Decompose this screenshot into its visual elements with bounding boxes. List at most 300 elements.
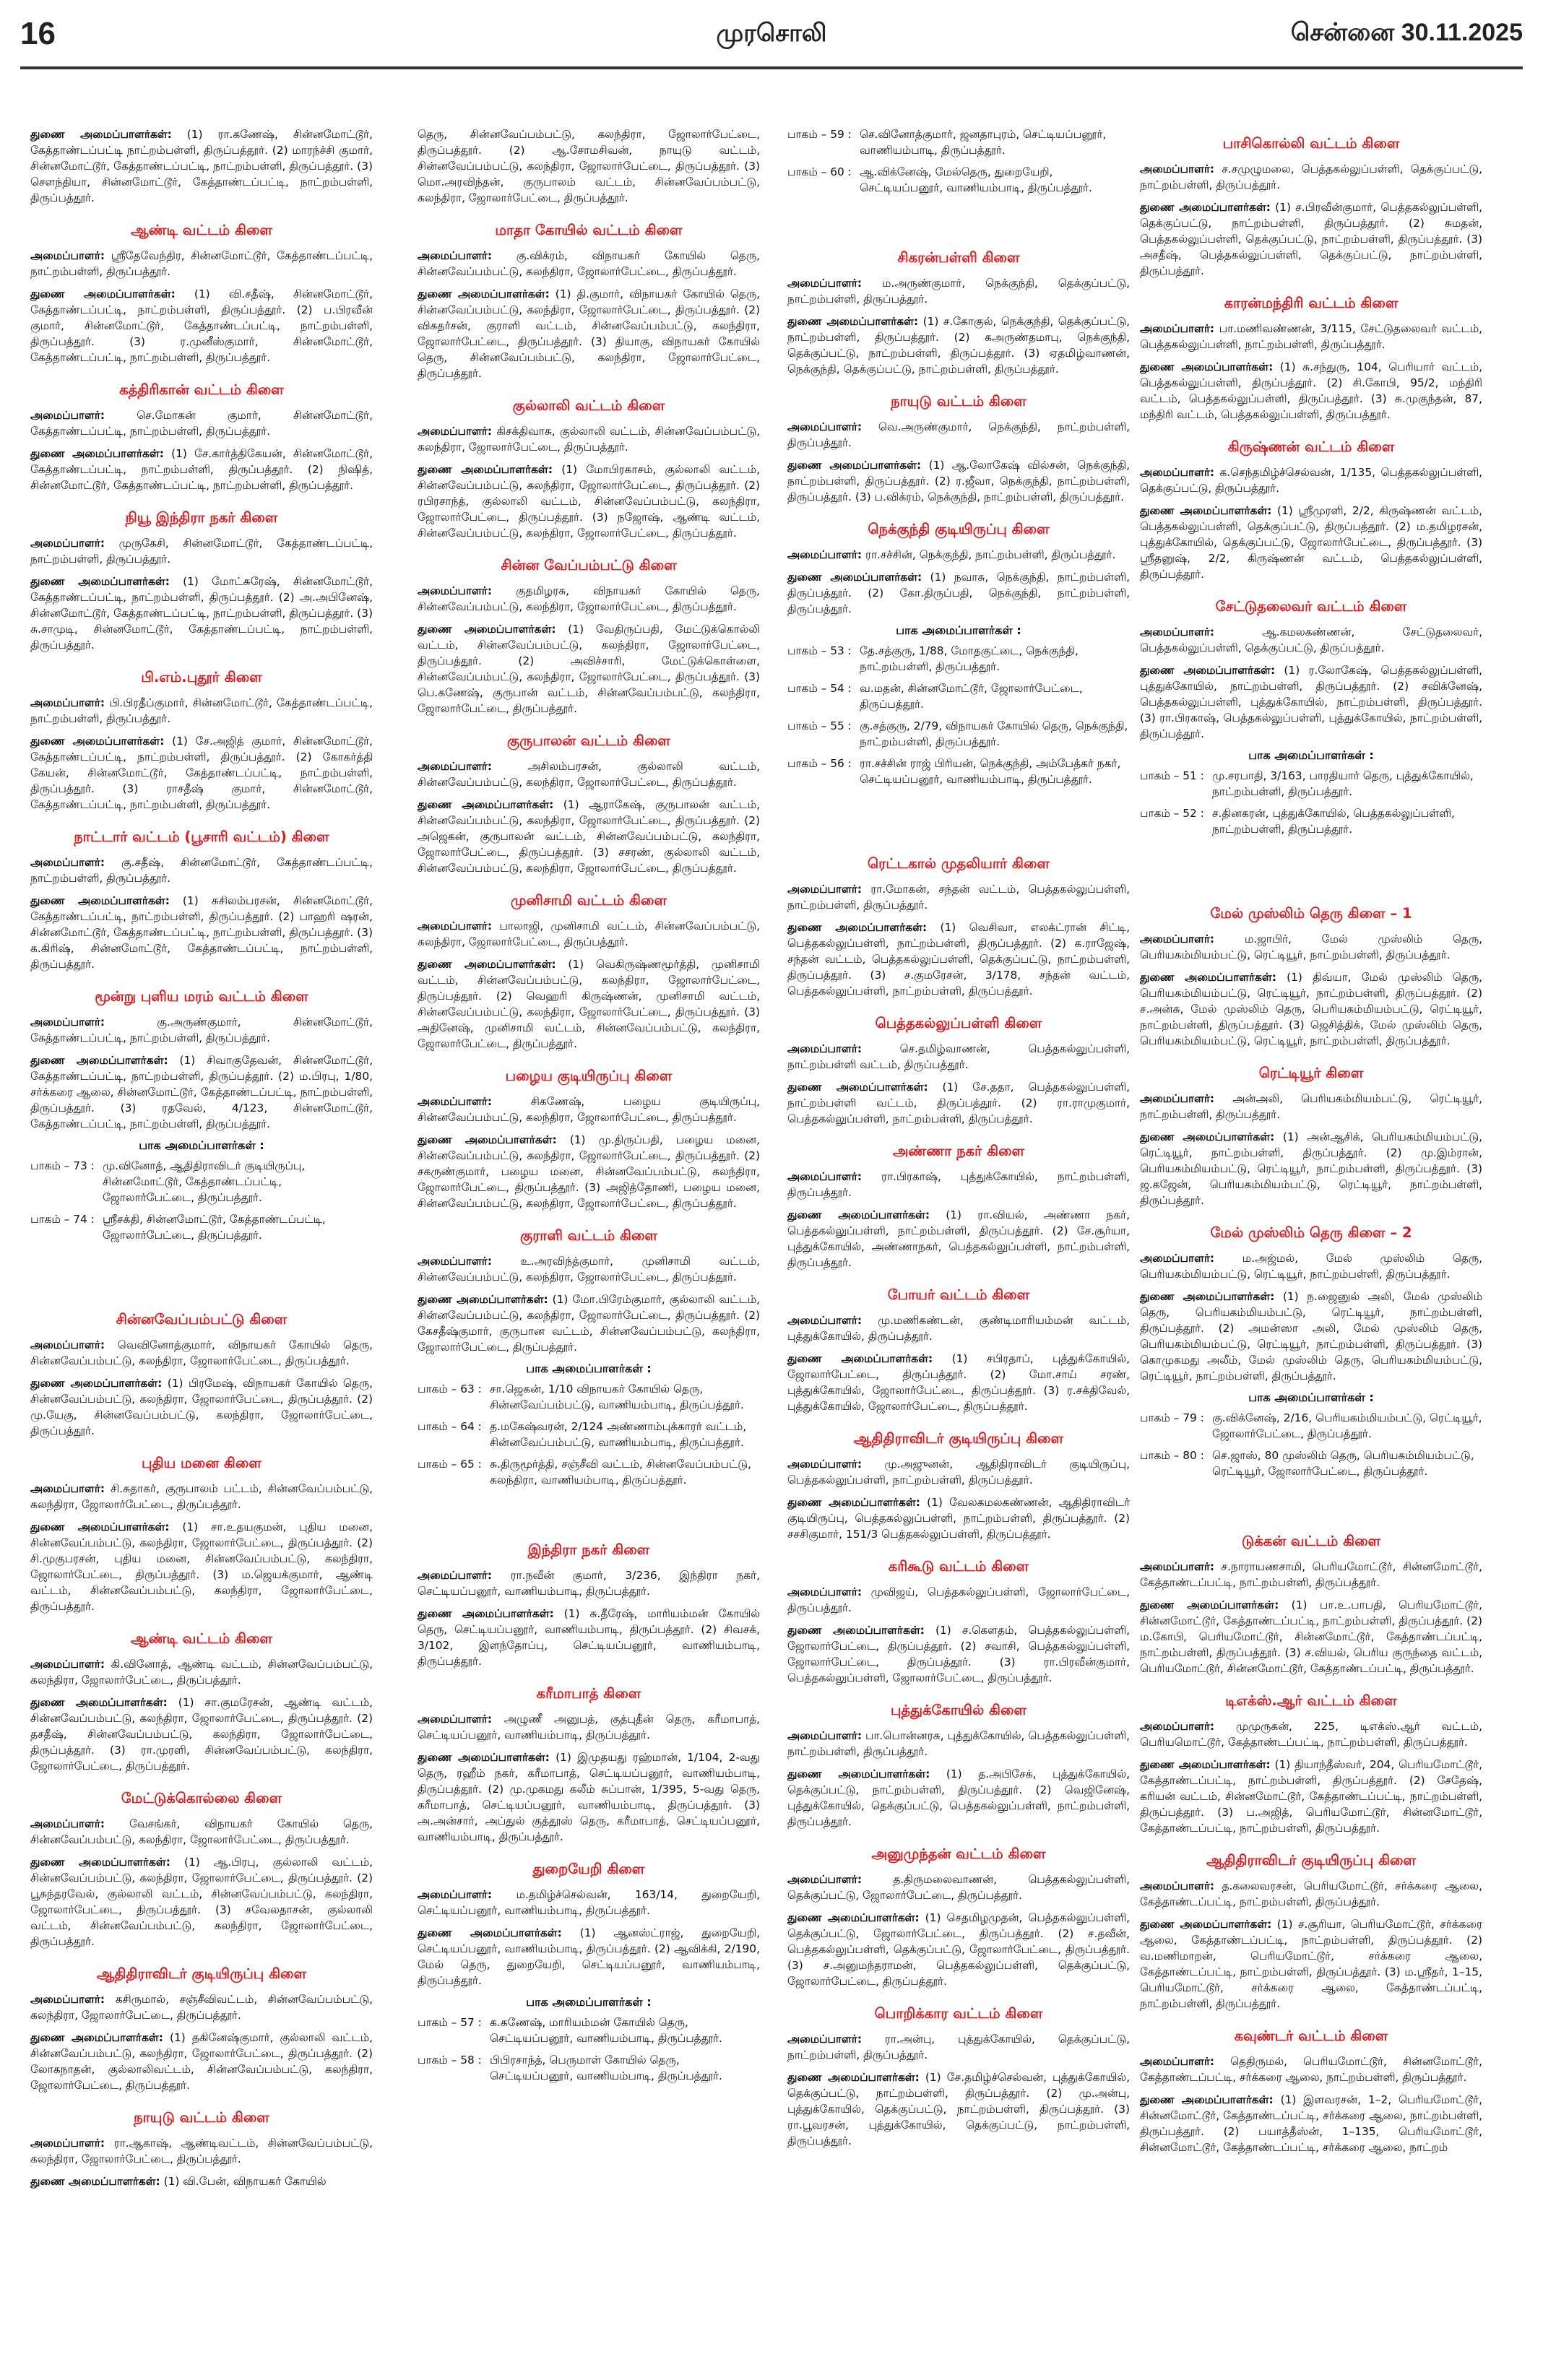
column-2 xyxy=(418,126,760,2358)
branch-section xyxy=(787,1430,1130,1542)
label: துணை அமைப்பாளர்கள்: xyxy=(418,287,550,300)
branch-heading: குருபாலன் வட்டம் கிளை xyxy=(506,732,671,749)
deputies-paragraph xyxy=(30,2030,373,2093)
label: துணை அமைப்பாளர்கள்: xyxy=(418,1293,548,1306)
label: அமைப்பாளர்: xyxy=(1140,2055,1215,2068)
organizer-paragraph xyxy=(787,1041,1130,1073)
ward-row xyxy=(1140,1410,1482,1442)
organizer-text: ரா.மோகன், சந்தன் வட்டம், பெத்தகல்லுப்பள்ளி, நாட்றம்பள்ளி, திருப்பத்தூர். xyxy=(787,883,1130,912)
deputies-paragraph xyxy=(418,621,760,717)
ward-text: ச.தினகரன், புத்துக்கோயில், பெத்தகல்லுப்பள்ளி, நாட்றம்பள்ளி, திருப்பத்தூர். xyxy=(1212,807,1455,836)
deputies-text: (1) வேலகமலகண்ணன், ஆதிதிராவிடர் குடியிருப்பு, பெத்தகல்லுப்பள்ளி, நாட்றம்பள்ளி, திருப்பத்தூர். (2) சசசிகுமார், 151/3 பெத்தகல்லுப்பள்ளி, திருப்பத்தூர். xyxy=(787,1496,1130,1541)
branch-section xyxy=(30,1630,373,1774)
deputies-text: (1) வி.பேன், விநாயகர் கோயில் xyxy=(163,2175,327,2188)
organizer-paragraph xyxy=(30,1481,373,1513)
organizer-text: பி.பிரதீப்குமார், சின்னமோட்டூர், கேத்தாண்டப்பட்டி, நாட்றம்பள்ளி, திருப்பத்தூர். xyxy=(30,696,373,725)
branch-section xyxy=(787,249,1130,377)
deputies-text: (1) மோட்சுரேஷ், சின்னமோட்டூர், கேத்தாண்டப்பட்டி, நாட்றம்பள்ளி, திருப்பத்தூர். (2) அ.அபினேஷ், சின்னமோட்டூர், கேத்தாண்டப்பட்டி, நாட்றம்பள்ளி, திருப்பத்தூர். (3) சு.சாமுடி, சின்னமோட்டூர், கேத்தாண்டப்பட்டி, நாட்றம்பள்ளி, திருப்பத்தூர். xyxy=(30,575,373,652)
branch-section xyxy=(418,397,760,541)
label: துணை அமைப்பாளர்கள்: xyxy=(30,2175,160,2188)
branch-heading: இந்திரா நகர் கிளை xyxy=(527,1541,650,1558)
label: அமைப்பாளர்: xyxy=(418,1255,493,1268)
organizer-paragraph xyxy=(418,1887,760,1918)
branch-heading: டிஎக்ஸ்.ஆர் வட்டம் கிளை xyxy=(1225,1692,1397,1709)
branch-heading: பாசிகொல்லி வட்டம் கிளை xyxy=(1222,135,1400,152)
branch-heading: ஆதிதிராவிடர் குடியிருப்பு கிளை xyxy=(1206,1852,1417,1869)
deputies-text: (1) ச.கோகுல், நெக்குந்தி, தெக்குப்பட்டு, நாட்றம்பள்ளி, திருப்பத்தூர். (2) கஅருண்தமாபு, நெக்குந்தி, தெக்குப்பட்டு, நாட்றம்பள்ளி, திருப்பத்தூர். (3) ஏதமிழ்வாணன், நெக்குந்தி, தெக்குப்பட்டு, நாட்றம்பள்ளி, திருப்பத்தூர். xyxy=(787,315,1130,376)
branch-section xyxy=(30,828,373,972)
ward-number: பாகம் – 58 : xyxy=(418,2054,482,2067)
deputies-paragraph xyxy=(1140,1597,1482,1676)
organizer-paragraph xyxy=(418,423,760,455)
ward-number: பாகம் – 63 : xyxy=(418,1382,482,1395)
ward-organizers-heading: பாக அமைப்பாளர்கள் : xyxy=(1248,748,1374,762)
label: அமைப்பாளர்: xyxy=(418,1569,493,1582)
label: துணை அமைப்பாளர்கள்: xyxy=(1140,201,1271,214)
newspaper-name: முரசொலி xyxy=(716,19,827,48)
label: துணை அமைப்பாளர்கள்: xyxy=(30,575,170,588)
label: அமைப்பாளர்: xyxy=(1140,163,1215,176)
label: துணை அமைப்பாளர்கள்: xyxy=(1140,360,1274,373)
organizer-text: அழுணீ அனுபத், குத்புதீன் தெரு, கரீமாபாத், செட்டியப்பனூர், வாணியம்பாடி, திருப்பத்தூர். xyxy=(418,1713,760,1741)
label: துணை அமைப்பாளர்கள்: xyxy=(30,128,172,141)
ward-text: சா.ஜெகன், 1/10 விநாயகர் கோயில் தெரு, சின்னவேப்பம்பட்டு, வாணியம்பாடி, திருப்பத்தூர். xyxy=(490,1382,744,1411)
label: துணை அமைப்பாளர்கள்: xyxy=(1140,1290,1275,1303)
organizer-paragraph xyxy=(418,1711,760,1743)
branch-heading: கிருஷ்ணன் வட்டம் கிளை xyxy=(1227,438,1395,455)
branch-heading: கவுண்டர் வட்டம் கிளை xyxy=(1234,2028,1388,2044)
deputies-paragraph xyxy=(418,1132,760,1211)
deputies-text: (1) வேதிருப்பதி, மேட்டுக்கொல்லி வட்டம், சின்னவேப்பம்பட்டு, கலந்திரா, ஜோலார்பேட்டை, திருப்பத்தூர். (2) அவிச்சாரி, மேட்டுக்கொள்ளை, சின்னவேப்பம்பட்டு, கலந்திரா, ஜோலார்பேட்டை, திருப்பத்தூர். (3) பெ.கணேஷ், குருபான் வட்டம், சின்னவேப்பம்பட்டு, கலந்திரா, ஜோலார்பேட்டை, திருப்பத்தூர். xyxy=(418,623,760,715)
branch-section xyxy=(1140,135,1482,279)
label: அமைப்பாளர்: xyxy=(787,1458,863,1471)
deputies-text: (1) சுசிலம்பரசன், சின்னமோட்டூர், கேத்தாண்டப்பட்டி, நாட்றம்பள்ளி, திருப்பத்தூர். (2) பாஹரி ஷரன், சின்னமோட்டூர், கேத்தாண்டப்பட்டி, நாட்றம்பள்ளி, திருப்பத்தூர். (3) க.கிரிஷ், சின்னமோட்டூர், கேத்தாண்டப்பட்டி, நாட்றம்பள்ளி, திருப்பத்தூர். xyxy=(30,894,373,971)
branch-section xyxy=(787,855,1130,999)
deputies-text: (1) இளவரசன், 1–2, பெரியமோட்டூர், சின்னமோட்டூர், கேத்தாண்டப்பட்டி, சர்க்கரை ஆலை, நாட்றம்பள்ளி, திருப்பத்தூர். (2) பயாத்தீஸ்ன், 1–135, பெரியமோட்டூர், சின்னமோட்டூர், கேத்தாண்டப்பட்டி, சர்க்கரை ஆலை, நாட்றம் xyxy=(1140,2093,1482,2154)
organizer-text: மு.மணிகண்டன், குண்டிமாரியம்மன் வட்டம், புத்துக்கோயில், திருப்பத்தூர். xyxy=(787,1314,1130,1343)
deputies-text: (1) மோபிரகாசம், குல்லாலி வட்டம், சின்னவேப்பம்பட்டு, கலந்திரா, ஜோலார்பேட்டை, திருப்பத்தூர். (2) ரபிரசாந்த், குல்லாலி வட்டம், சின்னவேப்பம்பட்டு, கலந்திரா, ஜோலார்பேட்டை, திருப்பத்தூர். (3) நஜோஷ், ஆண்டி வட்டம், சின்னவேப்பம்பட்டு, கலந்திரா, ஜோலார்பேட்டை, திருப்பத்தூர். xyxy=(418,463,760,540)
ward-number: பாகம் – 74 : xyxy=(30,1213,95,1226)
ward-organizers-heading: பாக அமைப்பாளர்கள் : xyxy=(526,1995,652,2009)
deputies-paragraph xyxy=(787,1207,1130,1271)
deputies-paragraph xyxy=(787,1622,1130,1686)
branch-heading: சிகரன்பள்ளி கிளை xyxy=(897,249,1020,266)
deputies-paragraph xyxy=(30,446,373,493)
deputies-paragraph xyxy=(1140,969,1482,1049)
label: துணை அமைப்பாளர்கள்: xyxy=(418,1751,550,1764)
organizer-text: பாலாஜி, முனிசாமி வட்டம், சின்னவேப்பம்பட்டு, கலந்திரா, ஜோலார்பேட்டை, திருப்பத்தூர். xyxy=(418,919,760,948)
deputies-paragraph xyxy=(30,1052,373,1132)
label: துணை அமைப்பாளர்கள்: xyxy=(30,2031,163,2044)
label: துணை அமைப்பாளர்கள்: xyxy=(1140,1130,1275,1143)
organizer-paragraph xyxy=(787,1456,1130,1488)
deputies-text: (1) தகினேஷ்குமார், குல்லாலி வட்டம், சின்னவேப்பம்பட்டு, கலந்திரா, ஜோலார்பேட்டை, திருப்பத்தூர். (2) லோகநாதன், குல்லாலிவட்டம், சின்னவேப்பம்பட்டு, கலந்திரா, ஜோலார்பேட்டை, திருப்பத்தூர். xyxy=(30,2031,373,2092)
branch-heading: மூன்று புளிய மரம் வட்டம் கிளை xyxy=(95,988,308,1005)
organizer-paragraph xyxy=(418,758,760,790)
organizer-text: ம.அருண்குமார், நெக்குந்தி, தெக்குப்பட்டு, நாட்றம்பள்ளி, திருப்பத்தூர். xyxy=(787,277,1130,306)
branch-heading: போயர் வட்டம் கிளை xyxy=(887,1286,1030,1303)
organizer-paragraph xyxy=(30,1656,373,1688)
deputies-text: (1) சு.சந்துரு, 104, பெரியார் வட்டம், பெத்தகல்லுப்பள்ளி, திருப்பத்தூர். (2) சி.கோபி, 95/2, மந்திரி வட்டம், பெத்தகல்லுப்பள்ளி, திருப்பத்தூர். (3) சு.முகுந்தன், 87, மந்திரி வட்டம், பெத்தகல்லுப்பள்ளி, திருப்பத்தூர். xyxy=(1140,360,1482,421)
organizer-paragraph xyxy=(1140,1878,1482,1910)
organizer-text: மு.அஜுனன், ஆதிதிராவிடர் குடியிருப்பு, பெத்தகல்லுப்பள்ளி, நாட்றம்பள்ளி, திருப்பத்தூர். xyxy=(787,1458,1130,1487)
organizer-paragraph xyxy=(30,695,373,727)
ward-text: ரா.சச்சின் ராஜ் பிரியன், நெக்குந்தி, அம்பேத்கர் நகர், செட்டியப்பனூர், வாணியம்பாடி, திருப்பத்தூர். xyxy=(860,757,1121,786)
ward-organizers-heading: பாக அமைப்பாளர்கள் : xyxy=(526,1362,652,1375)
label: துணை அமைப்பாளர்கள்: xyxy=(30,894,170,907)
organizer-paragraph xyxy=(30,1991,373,2023)
ward-text: செ.ஜாஸ், 80 முஸ்லிம் தெரு, பெரியகம்மியம்பட்டு, ரெட்டியூர், ஜோலார்பேட்டை, திருப்பத்தூர். xyxy=(1212,1449,1474,1478)
label: அமைப்பாளர்: xyxy=(30,409,105,422)
ward-row xyxy=(30,1211,373,1243)
branch-section xyxy=(30,222,373,365)
organizer-paragraph xyxy=(30,248,373,280)
ward-text: கு.விக்னேஷ், 2/16, பெரியகம்மியம்பட்டு, ரெட்டியூர், ஜோலார்பேட்டை, திருப்பத்தூர். xyxy=(1212,1411,1482,1440)
deputies-text: (1) சா.உதயகுமன், புதிய மனை, சின்னவேப்பம்பட்டு, கலந்திரா, ஜோலார்பேட்டை, திருப்பத்தூர். (2) சி.முகுபரசன், புதிய மனை, சின்னவேப்பம்பட்டு, கலந்திரா, ஜோலார்பேட்டை, திருப்பத்தூர். (3) ம.ஜெயக்குமார், ஆண்டி வட்டம், சின்னவேப்பம்பட்டு, கலந்திரா, ஜோலார்பேட்டை, திருப்பத்தூர். xyxy=(30,1520,373,1613)
branch-section xyxy=(787,393,1130,505)
deputies-text: (1) இமுதயது ரஹ்மான், 1/104, 2-வது தெரு, ரஹீம் நகர், கரீமாபாத், செட்டியப்பனூர், வாணியம்பாடி, திருப்பத்தூர். (2) மு.முகமது கலீம் சுப்பான், 1/395, 5-வது தெரு, கரீமாபாத், செட்டியப்பனூர், வாணியம்பாடி, திருப்பத்தூர். (3) அ.அன்சார், அப்துல் குத்தூஸ் தெரு, கரீமாபாத், செட்டியப்பனூர், வாணியம்பாடி, திருப்பத்தூர். xyxy=(418,1751,760,1843)
deputies-text: (1) வெசிவா, எலக்ட்ரான் சிட்டி, பெத்தகல்லுப்பள்ளி, நாட்றம்பள்ளி, திருப்பத்தூர். (2) க.ராஜேஷ், சந்தன் வட்டம், பெத்தகல்லுப்பள்ளி, தெக்குப்பட்டு, நாட்றம்பள்ளி, திருப்பத்தூர். (3) ச.குமரேசன், 3/178, சந்தன் வட்டம், பெத்தகல்லுப்பள்ளி, நாட்றம்பள்ளி, திருப்பத்தூர். xyxy=(787,921,1130,998)
deputies-text: (1) செதமிழமுதன், பெத்தகல்லுப்பள்ளி, தெக்குப்பட்டு, ஜோலார்பேட்டை, திருப்பத்தூர். (2) ச.தவீன், பெத்தகல்லுப்பள்ளி, தெக்குப்பட்டு, ஜோலார்பேட்டை, திருப்பத்தூர். (3) ச.அனுமந்தராமன், பெத்தகல்லுப்பள்ளி, தெக்குப்பட்டு, ஜோலார்பேட்டை, திருப்பத்தூர். xyxy=(787,1911,1130,1988)
ward-text: சு.திருமூர்த்தி, சஞ்சீவி வட்டம், சின்னவேப்பம்பட்டு, கலந்திரா, வாணியம்பாடி, திருப்பத்தூர். xyxy=(490,1458,751,1487)
label: அமைப்பாளர்: xyxy=(418,760,493,773)
organizer-paragraph xyxy=(1140,1559,1482,1591)
organizer-paragraph xyxy=(30,535,373,567)
label: அமைப்பாளர்: xyxy=(1140,932,1215,945)
organizer-paragraph xyxy=(418,583,760,615)
label: அமைப்பாளர்: xyxy=(30,1016,105,1029)
deputies-paragraph xyxy=(1140,199,1482,279)
ward-text: கு.சத்குரு, 2/79, விநாயகர் கோயில் தெரு, நெக்குந்தி, நாட்றம்பள்ளி, திருப்பத்தூர். xyxy=(860,719,1128,748)
branch-section xyxy=(30,1455,373,1614)
ward-row xyxy=(787,680,1130,712)
organizer-text: கிசக்திவாசு, குல்லாலி வட்டம், சின்னவேப்பம்பட்டு, கலந்திரா, ஜோலார்பேட்டை, திருப்பத்தூர். xyxy=(418,425,760,454)
deputies-paragraph xyxy=(1140,1916,1482,2012)
ward-row xyxy=(418,1381,760,1413)
organizer-text: செ.தமிழ்வாணன், பெத்தகல்லுப்பள்ளி, நாட்றம்பள்ளி வட்டம், திருப்பத்தூர். xyxy=(787,1042,1130,1071)
ward-row xyxy=(418,2015,760,2046)
branch-section xyxy=(787,1015,1130,1127)
header-divider xyxy=(20,66,1523,69)
organizer-text: வெவினோத்குமார், விநாயகர் கோயில் தெரு, சின்னவேப்பம்பட்டு, கலந்திரா, ஜோலார்பேட்டை, திருப்பத்தூர். xyxy=(30,1338,373,1367)
branch-heading: கரிகூடு வட்டம் கிளை xyxy=(888,1558,1029,1575)
ward-row xyxy=(30,1158,373,1206)
label: துணை அமைப்பாளர்கள்: xyxy=(787,2071,920,2084)
branch-heading: மேல் முஸ்லிம் தெரு கிளை – 1 xyxy=(1210,905,1412,922)
label: அமைப்பாளர்: xyxy=(418,584,493,597)
deputies-paragraph xyxy=(1140,359,1482,423)
deputies-paragraph xyxy=(30,286,373,365)
label: துணை அமைப்பாளர்கள்: xyxy=(1140,1758,1271,1771)
branch-heading: நாட்டார் வட்டம் (பூசாரி வட்டம்) கிளை xyxy=(74,828,329,845)
label: துணை அமைப்பாளர்கள்: xyxy=(1140,2093,1274,2106)
organizer-text: தெதிருமல், பெரியமோட்டூர், சின்னமோட்டூர், கேத்தாண்டப்பட்டி, சர்க்கரை ஆலை, நாட்றம்பள்ளி, திருப்பத்தூர். xyxy=(1140,2055,1482,2084)
deputies-paragraph xyxy=(787,2069,1130,2149)
label: துணை அமைப்பாளர்கள்: xyxy=(787,1624,925,1637)
deputies-text: (1) மோ.பிரேம்குமார், குல்லாலி வட்டம், சின்னவேப்பம்பட்டு, கலந்திரா, ஜோலார்பேட்டை, திருப்பத்தூர். (2) கேசதீஷ்குமார், குருபான வட்டம், சின்னவேப்பம்பட்டு, கலந்திரா, ஜோலார்பேட்டை, திருப்பத்தூர். xyxy=(418,1293,760,1354)
ward-number: பாகம் – 56 : xyxy=(787,757,852,770)
organizer-paragraph xyxy=(30,2135,373,2167)
ward-row xyxy=(418,1456,760,1488)
deputies-text: (1) ஆனஸ்ட்ராஜ், துறையேறி, செட்டியப்பனூர், வாணியம்பாடி, திருப்பத்தூர். (2) ஆவிக்கி, 2/190, மேல் தெரு, துறையேறி, செட்டியப்பனூர், வாணியம்பாடி, திருப்பத்தூர். xyxy=(418,1926,760,1987)
branch-section xyxy=(418,557,760,717)
label: அமைப்பாளர்: xyxy=(418,1888,493,1901)
section xyxy=(30,126,373,206)
organizer-paragraph xyxy=(418,1253,760,1285)
label: துணை அமைப்பாளர்கள்: xyxy=(30,1377,163,1390)
branch-section xyxy=(1140,905,1482,1049)
organizer-paragraph xyxy=(787,1871,1130,1903)
deputies-text: (1) பிரமேஷ், விநாயகர் கோயில் தெரு, சின்னவேப்பம்பட்டு, கலந்திரா, ஜோலார்பேட்டை, திருப்பத்தூர். (2) மு.யேகு, சின்னவேப்பம்பட்டு, கலந்திரா, ஜோலார்பேட்டை, திருப்பத்தூர். xyxy=(30,1377,373,1437)
branch-heading: சேட்டுதலைவர் வட்டம் கிளை xyxy=(1215,598,1407,615)
section xyxy=(787,126,1130,196)
organizer-paragraph xyxy=(787,881,1130,913)
ward-row xyxy=(787,164,1130,196)
branch-section xyxy=(787,1845,1130,1989)
branch-section xyxy=(418,1861,760,2084)
deputies-paragraph xyxy=(1140,503,1482,582)
deputies-paragraph xyxy=(30,893,373,972)
deputies-text: (1) சே.தமிழ்ச்செல்வன், புத்துக்கோயில், தெக்குப்பட்டு, நாட்றம்பள்ளி, திருப்பத்தூர். (2) மு.அன்பு, புத்துக்கோயில், தெக்குப்பட்டு, நாட்றம்பள்ளி, திருப்பத்தூர். (3) ரா.பூவரசன், புத்துக்கோயில், தெக்குப்பட்டு, நாட்றம்பள்ளி, திருப்பத்தூர். xyxy=(787,2071,1130,2147)
deputies-paragraph xyxy=(418,1606,760,1669)
deputies-text: (1) ச.பிரவீன்குமார், பெத்தகல்லுப்பள்ளி, தெக்குப்பட்டு, நாட்றம்பள்ளி, திருப்பத்தூர். (2) சுமதன், பெத்தகல்லுப்பள்ளி, தெக்குப்பட்டு, நாட்றம்பள்ளி, திருப்பத்தூர். (3) அசதீஷ், பெத்தகல்லுப்பள்ளி, தெக்குப்பட்டு, நாட்றம்பள்ளி, திருப்பத்தூர். xyxy=(1140,201,1482,277)
deputies-paragraph xyxy=(418,1749,760,1845)
organizer-text: உ.அரவிந்த்குமார், முனிசாமி வட்டம், சின்னவேப்பம்பட்டு, கலந்திரா, ஜோலார்பேட்டை, திருப்பத்தூர். xyxy=(418,1255,760,1284)
label: துணை அமைப்பாளர்கள்: xyxy=(787,921,928,934)
organizer-paragraph xyxy=(1140,2054,1482,2085)
deputies-paragraph xyxy=(787,313,1130,377)
organizer-text: கு.சதீஷ், சின்னமோட்டூர், கேத்தாண்டப்பட்டி, நாட்றம்பள்ளி, திருப்பத்தூர். xyxy=(30,856,373,885)
branch-section xyxy=(1140,1852,1482,2012)
branch-heading: ரெட்டகால் முதலியார் கிளை xyxy=(867,855,1050,872)
organizer-text: பா.மணிவண்ணன், 3/115, சேட்டுதலைவர் வட்டம், பெத்தகல்லுப்பள்ளி, நாட்றம்பள்ளி, திருப்பத்தூர். xyxy=(1140,322,1482,351)
branch-heading: பொறிக்கார வட்டம் கிளை xyxy=(874,2005,1043,2022)
branch-section xyxy=(30,669,373,813)
organizer-paragraph xyxy=(30,854,373,886)
label: துணை அமைப்பாளர்கள்: xyxy=(30,1520,170,1533)
ward-text: பிபிரசாந்த், பெருமாள் கோயில் தெரு, செட்டியப்பனூர், வாணியம்பாடி, திருப்பத்தூர். xyxy=(490,2054,722,2082)
organizer-paragraph xyxy=(30,407,373,439)
label: அமைப்பாளர்: xyxy=(1140,1720,1215,1733)
deputies-text: (1) நவாசு, நெக்குந்தி, நாட்றம்பள்ளி, திருப்பத்தூர். (2) கோ.திருப்பதி, நெக்குந்தி, நாட்றம்பள்ளி, திருப்பத்தூர். xyxy=(787,571,1130,615)
label: துணை அமைப்பாளர்கள்: xyxy=(787,459,922,472)
branch-heading: நாயுடு வட்டம் கிளை xyxy=(891,393,1026,410)
branch-heading: முனிசாமி வட்டம் கிளை xyxy=(510,892,667,909)
organizer-text: த.திருமலைவாணன், பெத்தகல்லுப்பள்ளி, தெக்குப்பட்டு, ஜோலார்பேட்டை, திருப்பத்தூர். xyxy=(787,1873,1130,1902)
ward-number: பாகம் – 54 : xyxy=(787,682,852,695)
spacer xyxy=(418,1504,760,1533)
deputies-text: (1) சே.கார்த்திகேயன், சின்னமோட்டூர், கேத்தாண்டப்பட்டி, நாட்றம்பள்ளி, திருப்பத்தூர். (2) நிஷித், சின்னமோட்டூர், கேத்தாண்டப்பட்டி, நாட்றம்பள்ளி, திருப்பத்தூர். xyxy=(30,447,373,492)
ward-text: ஆ.விக்னேஷ், மேல்தெரு, துறையேறி, செட்டியப்பனூர், வாணியம்பாடி, திருப்பத்தூர். xyxy=(860,165,1092,194)
label: அமைப்பாளர்: xyxy=(787,1873,863,1886)
branch-heading: துறையேறி கிளை xyxy=(532,1861,645,1877)
paragraph: தெரு, சின்னவேப்பம்பட்டு, கலந்திரா, ஜோலார்பேட்டை, திருப்பத்தூர். (2) ஆ.சோமசிவன், நாயுடு வட்டம், சின்னவேப்பம்பட்டு, கலந்திரா, ஜோலார்பேட்டை, திருப்பத்தூர். (3) மொ.அரவிந்தன், குருபாலம் வட்டம், சின்னவேப்பம்பட்டு, கலந்திரா, ஜோலார்பேட்டை, திருப்பத்தூர். xyxy=(418,128,760,204)
organizer-text: ரா.பிரகாஷ், புத்துக்கோயில், நாட்றம்பள்ளி, திருப்பத்தூர். xyxy=(787,1170,1130,1199)
label: அமைப்பாளர்: xyxy=(1140,1560,1215,1573)
organizer-paragraph xyxy=(1140,1718,1482,1750)
branch-section xyxy=(787,1558,1130,1686)
label: துணை அமைப்பாளர்கள்: xyxy=(30,1054,168,1067)
organizer-text: ஆ.கமலகண்ணன், சேட்டுதலைவர், பெத்தகல்லுப்பள்ளி, தெக்குப்பட்டு, திருப்பத்தூர். xyxy=(1140,626,1482,654)
deputies-text: (1) ர.லோகேஷ், பெத்தகல்லுப்பள்ளி, புத்துக்கோயில், நாட்றம்பள்ளி, திருப்பத்தூர். (2) சவிக்னேஷ், பெத்தகல்லுப்பள்ளி, புத்துக்கோயில், நாட்றம்பள்ளி, திருப்பத்தூர். (3) ரா.பிரகாஷ், பெத்தகல்லுப்பள்ளி, புத்துக்கோயில், நாட்றம்பள்ளி, திருப்பத்தூர். xyxy=(1140,664,1482,740)
deputies-paragraph xyxy=(30,1695,373,1774)
ward-text: தே.சத்குரு, 1/88, மோதகுட்டை, நெக்குந்தி, நாட்றம்பள்ளி, திருப்பத்தூர். xyxy=(860,644,1079,673)
deputies-paragraph xyxy=(30,574,373,653)
organizer-paragraph xyxy=(1140,321,1482,352)
branch-section xyxy=(30,988,373,1243)
organizer-paragraph xyxy=(30,1337,373,1369)
branch-section xyxy=(418,1685,760,1845)
label: அமைப்பாளர்: xyxy=(787,1314,863,1327)
deputies-text: (1) ச.கௌதம், பெத்தகல்லுப்பள்ளி, ஜோலார்பேட்டை, திருப்பத்தூர். (2) சவாசி, பெத்தகல்லுப்பள்ளி, ஜோலார்பேட்டை, திருப்பத்தூர். (3) ரா.பிரவீன்குமார், பெத்தகல்லுப்பள்ளி, ஜோலார்பேட்டை, திருப்பத்தூர். xyxy=(787,1624,1130,1684)
branch-section xyxy=(30,1965,373,2093)
ward-row xyxy=(1140,1448,1482,1479)
organizer-text: முமுருகன், 225, டிஎக்ஸ்.ஆர் வட்டம், பெரியமொட்டூர், கேத்தாண்டப்பட்டி, நாட்றம்பள்ளி, திருப்பத்தூர். xyxy=(1140,1720,1482,1749)
deputies-paragraph xyxy=(787,1766,1130,1830)
organizer-paragraph xyxy=(418,248,760,280)
column-1 xyxy=(30,126,373,2358)
organizer-text: க.செந்தமிழ்ச்செல்வன், 1/135, பெத்தகல்லுப்பள்ளி, தெக்குப்பட்டு, திருப்பத்தூர். xyxy=(1140,466,1482,495)
ward-number: பாகம் – 53 : xyxy=(787,644,852,657)
label: துணை அமைப்பாளர்கள்: xyxy=(418,1607,554,1620)
label: அமைப்பாளர்: xyxy=(787,420,863,433)
organizer-text: ம.அஜ்மல், மேல் முஸ்லிம் தெரு, பெரியகம்மியம்பட்டு, ரெட்டியூர், நாட்றம்பள்ளி, திருப்பத்தூர். xyxy=(1140,1252,1482,1281)
branch-section xyxy=(787,1702,1130,1830)
branch-heading: புத்துக்கோயில் கிளை xyxy=(890,1702,1027,1718)
organizer-paragraph xyxy=(787,275,1130,307)
organizer-paragraph xyxy=(787,547,1130,563)
label: துணை அமைப்பாளர்கள்: xyxy=(1140,1598,1279,1611)
branch-heading: குல்லாலி வட்டம் கிளை xyxy=(512,397,665,414)
label: அமைப்பாளர்: xyxy=(1140,1879,1215,1892)
organizer-paragraph xyxy=(1140,624,1482,656)
organizer-text: முருகேசி, சின்னமோட்டூர், கேத்தாண்டப்பட்டி, நாட்றம்பள்ளி, திருப்பத்தூர். xyxy=(30,537,373,566)
deputies-text: (1) சிவாகுதேவன், சின்னமோட்டூர், கேத்தாண்டப்பட்டி, நாட்றம்பள்ளி, திருப்பத்தூர். (2) ம.பிரபு, 1/80, சர்க்கரை ஆலை, சின்னமோட்டூர், கேத்தாண்டப்பட்டி, நாட்றம்பள்ளி, திருப்பத்தூர். (3) ரதவேல், 4/123, சின்னமோட்டூர், கேத்தாண்டப்பட்டி, நாட்றம்பள்ளி, திருப்பத்தூர். xyxy=(30,1054,373,1130)
deputies-text: (1) பா.உ.பாபதி, பெரியமோட்டூர், சின்னமோட்டூர், கேத்தாண்டப்பட்டி, நாட்றம்பள்ளி, திருப்பத்தூர். (2) ம.கோபி, பெரியமோட்டூர், சின்னமோட்டூர், கேத்தாண்டப்பட்டி, நாட்றம்பள்ளி, திருப்பத்தூர். (3) ச.வியல், பெரிய குருந்தை வட்டம், பெரியமோட்டூர், சின்னமோட்டூர், கேத்தாண்டப்பட்டி, திருப்பத்தூர். xyxy=(1140,1598,1482,1675)
column-3 xyxy=(787,126,1130,2358)
ward-organizers-heading: பாக அமைப்பாளர்கள் : xyxy=(1248,1390,1374,1404)
deputies-paragraph xyxy=(787,1079,1130,1127)
label: துணை அமைப்பாளர்கள்: xyxy=(30,1696,168,1709)
deputies-paragraph xyxy=(1140,662,1482,742)
ward-number: பாகம் – 73 : xyxy=(30,1159,95,1172)
deputies-paragraph xyxy=(30,1854,373,1950)
organizer-paragraph xyxy=(787,1169,1130,1200)
ward-text: த.மகேஷ்வரன், 2/124 அண்ணாம்புக்காரர் வட்டம், சின்னவேப்பம்பட்டு, வாணியம்பாடி, திருப்பத்தூர். xyxy=(490,1420,747,1449)
branch-heading: அண்ணா நகர் கிளை xyxy=(892,1143,1025,1159)
branch-section xyxy=(418,1227,760,1488)
branch-heading: ஆதிதிராவிடர் குடியிருப்பு கிளை xyxy=(853,1430,1064,1447)
label: அமைப்பாளர்: xyxy=(787,1042,863,1055)
ward-text: வ.மதன், சின்னமோட்டூர், ஜோலார்பேட்டை, திருப்பத்தூர். xyxy=(860,682,1083,711)
label: அமைப்பாளர்: xyxy=(1140,322,1215,335)
organizer-text: செ.மோகன் குமார், சின்னமோட்டூர், கேத்தாண்டப்பட்டி, நாட்றம்பள்ளி, திருப்பத்தூர். xyxy=(30,409,373,438)
branch-section xyxy=(30,1311,373,1439)
label: அமைப்பாளர்: xyxy=(30,1658,105,1671)
branch-heading: ஆண்டி வட்டம் கிளை xyxy=(131,222,272,238)
deputies-text: (1) சபிரதாப், புத்துக்கோயில், ஜோலார்பேட்டை, திருப்பத்தூர். (2) மோ.சாய் சரண், புத்துக்கோயில், ஜோலார்பேட்டை, திருப்பத்தூர். (3) ர.சக்திவேல், புத்துக்கோயில், ஜோலார்பேட்டை, திருப்பத்தூர். xyxy=(787,1352,1130,1413)
ward-number: பாகம் – 55 : xyxy=(787,719,852,732)
label: அமைப்பாளர்: xyxy=(418,425,493,438)
deputies-text: (1) ஸ்ரீமுரளி, 2/2, கிருஷ்ணன் வட்டம், பெத்தகல்லுப்பள்ளி, தெக்குப்பட்டு, திருப்பத்தூர். (2) ம.தமிழரசன், புத்துக்கோயில், தெக்குப்பட்டு, ஜோலார்பேட்டை, திருப்பத்தூர். (3) ஸ்ரீதனுஷ், 2/2, கிருஷ்ணன் வட்டம், பெத்தகல்லுப்பள்ளி, திருப்பத்தூர். xyxy=(1140,504,1482,581)
organizer-paragraph xyxy=(1140,1091,1482,1122)
branch-heading: சின்ன வேப்பம்பட்டு கிளை xyxy=(501,557,677,574)
organizer-paragraph xyxy=(418,1567,760,1599)
label: அமைப்பாளர்: xyxy=(30,537,105,550)
branch-section xyxy=(418,222,760,381)
label: அமைப்பாளர்: xyxy=(418,249,493,262)
organizer-paragraph xyxy=(418,1094,760,1125)
organizer-paragraph xyxy=(1140,1250,1482,1282)
deputies-paragraph xyxy=(787,919,1130,999)
organizer-text: கி.வினோத், ஆண்டி வட்டம், சின்னவேப்பம்பட்டு, கலந்திரா, ஜோலார்பேட்டை, திருப்பத்தூர். xyxy=(30,1658,373,1687)
organizer-text: ச.சமுழுமலை, பெத்தகல்லுப்பள்ளி, தெக்குப்பட்டு, நாட்றம்பள்ளி, திருப்பத்தூர். xyxy=(1140,163,1482,191)
label: துணை அமைப்பாளர்கள்: xyxy=(787,571,922,584)
organizer-paragraph xyxy=(1140,161,1482,193)
label: துணை அமைப்பாளர்கள்: xyxy=(787,1767,930,1780)
label: துணை அமைப்பாளர்கள்: xyxy=(787,315,919,328)
organizer-text: அசிலம்பரசன், குல்லாலி வட்டம், சின்னவேப்பம்பட்டு, கலந்திரா, ஜோலார்பேட்டை, திருப்பத்தூர். xyxy=(418,760,760,789)
ward-row xyxy=(787,126,1130,158)
label: துணை அமைப்பாளர்கள்: xyxy=(1140,1918,1272,1931)
organizer-text: கு.விக்ரம், விநாயகர் கோயில் தெரு, சின்னவேப்பம்பட்டு, கலந்திரா, ஜோலார்பேட்டை, திருப்பத்தூர். xyxy=(418,249,760,278)
spacer xyxy=(787,212,1130,241)
ward-row xyxy=(1140,805,1482,837)
label: அமைப்பாளர்: xyxy=(418,919,493,932)
deputies-text: (1) அன்ஆசிக், பெரியகம்மியம்பட்டு, ரெட்டியூர், நாட்றம்பள்ளி, திருப்பத்தூர். (2) மு.இம்ரான், பெரியகம்மியம்பட்டு, ரெட்டியூர், நாட்றம்பள்ளி, திருப்பத்தூர். (3) ஜ.கஜேன், பெரியகம்மியம்பட்டு, ரெட்டியூர், நாட்றம்பள்ளி, திருப்பத்தூர். xyxy=(1140,1130,1482,1207)
ward-organizers-heading: பாக அமைப்பாளர்கள் : xyxy=(896,623,1021,637)
label: துணை அமைப்பாளர்கள்: xyxy=(30,447,164,460)
branch-section xyxy=(30,509,373,653)
branch-heading: ரெட்டியூர் கிளை xyxy=(1258,1065,1364,1081)
label: அமைப்பாளர்: xyxy=(787,1729,863,1742)
edition-date: சென்னை 30.11.2025 xyxy=(1290,19,1523,46)
branch-heading: ஆண்டி வட்டம் கிளை xyxy=(131,1630,272,1647)
label: துணை அமைப்பாளர்கள்: xyxy=(30,1856,170,1869)
members-text: (1) ரா.கணேஷ், சின்னமோட்டூர், கேத்தாண்டப்பட்டி நாட்றம்பள்ளி, திருப்பத்தூர். (2) மாரந்ச்சி குமார், சின்னமோட்டூர், கேத்தாண்டப்பட்டி, நாட்றம்பள்ளி, திருப்பத்தூர். (3) சௌந்தியா, சின்னமோட்டூர், கேத்தாண்டப்பட்டி, நாட்றம்பள்ளி, திருப்பத்தூர். xyxy=(30,128,373,204)
branch-section xyxy=(787,521,1130,787)
deputies-paragraph xyxy=(787,457,1130,505)
ward-number: பாகம் – 80 : xyxy=(1140,1449,1204,1462)
organizer-text: வேசங்கர், விநாயகர் கோயில் தெரு, சின்னவேப்பம்பட்டு, கலந்திரா, ஜோலார்பேட்டை, திருப்பத்தூர். xyxy=(30,1817,373,1846)
ward-number: பாகம் – 59 : xyxy=(787,128,852,141)
ward-number: பாகம் – 64 : xyxy=(418,1420,482,1433)
deputies-text: (1) த.அபிசேக், புத்துக்கோயில், தெக்குப்பட்டு, நாட்றம்பள்ளி, திருப்பத்தூர். (2) வெஜினேஷ், புத்துக்கோயில், தெக்குப்பட்டு, பெத்தகல்லுப்பள்ளி, நாட்றம்பள்ளி, திருப்பத்தூர். xyxy=(787,1767,1130,1828)
branch-section xyxy=(1140,1224,1482,1479)
label: துணை அமைப்பாளர்கள்: xyxy=(418,1926,562,1939)
label: அமைப்பாளர்: xyxy=(30,1817,105,1830)
label: அமைப்பாளர்: xyxy=(1140,466,1215,479)
label: துணை அமைப்பாளர்கள்: xyxy=(418,798,554,811)
ward-row xyxy=(787,643,1130,675)
ward-row xyxy=(418,2052,760,2084)
branch-heading: டுக்கன் வட்டம் கிளை xyxy=(1241,1533,1381,1549)
deputies-text: (1) ந.ஜைனுல் அலி, மேல் முஸ்லிம் தெரு, பெரியகம்மியம்பட்டு, ரெட்டியூர், நாட்றம்பள்ளி, திருப்பத்தூர். (2) அமன்ஸா அலி, மேல் முஸ்லிம் தெரு, பெரியகம்மியம்பட்டு, ரெட்டியூர், நாட்றம்பள்ளி, திருப்பத்தூர். (3) கொமுகமது அலீம், மேல் முஸ்லிம் தெரு, பெரியகம்மியம்பட்டு, ரெட்டியூர், நாட்றம்பள்ளி, திருப்பத்தூர். xyxy=(1140,1290,1482,1382)
deputies-text: (1) வெகிருஷ்ணமூர்த்தி, முனிசாமி வட்டம், சின்னவேப்பம்பட்டு, கலந்திரா, ஜோலார்பேட்டை, திருப்பத்தூர். (2) வெஹரி கிருஷ்ணன், முனிசாமி வட்டம், சின்னவேப்பம்பட்டு, கலந்திரா, ஜோலார்பேட்டை, திருப்பத்தூர். (3) அதினேஷ், முனிசாமி வட்டம், சின்னவேப்பம்பட்டு, கலந்திரா, ஜோலார்பேட்டை, திருப்பத்தூர். xyxy=(418,958,760,1050)
spacer xyxy=(1140,1495,1482,1524)
deputies-paragraph xyxy=(418,1925,760,1989)
branch-heading: காரன்மந்திரி வட்டம் கிளை xyxy=(1224,295,1399,311)
label: அமைப்பாளர்: xyxy=(30,1993,105,2006)
organizer-text: ஸ்ரீதேவேந்திர, சின்னமோட்டூர், கேத்தாண்டப்பட்டி, நாட்றம்பள்ளி, திருப்பத்தூர். xyxy=(30,249,373,278)
deputies-paragraph xyxy=(787,1910,1130,1989)
organizer-text: கு.அருண்குமார், சின்னமோட்டூர், கேத்தாண்டப்பட்டி, நாட்றம்பள்ளி, திருப்பத்தூர். xyxy=(30,1016,373,1044)
branch-heading: மேட்டுக்கொல்லை கிளை xyxy=(121,1790,282,1806)
ward-number: பாகம் – 79 : xyxy=(1140,1411,1204,1424)
label: அமைப்பாளர்: xyxy=(787,277,863,290)
branch-section xyxy=(418,1541,760,1669)
ward-text: செ.வினோத்குமார், ஜனதாபுரம், செட்டியப்பனூர், வாணியம்பாடி, திருப்பத்தூர். xyxy=(860,128,1107,157)
